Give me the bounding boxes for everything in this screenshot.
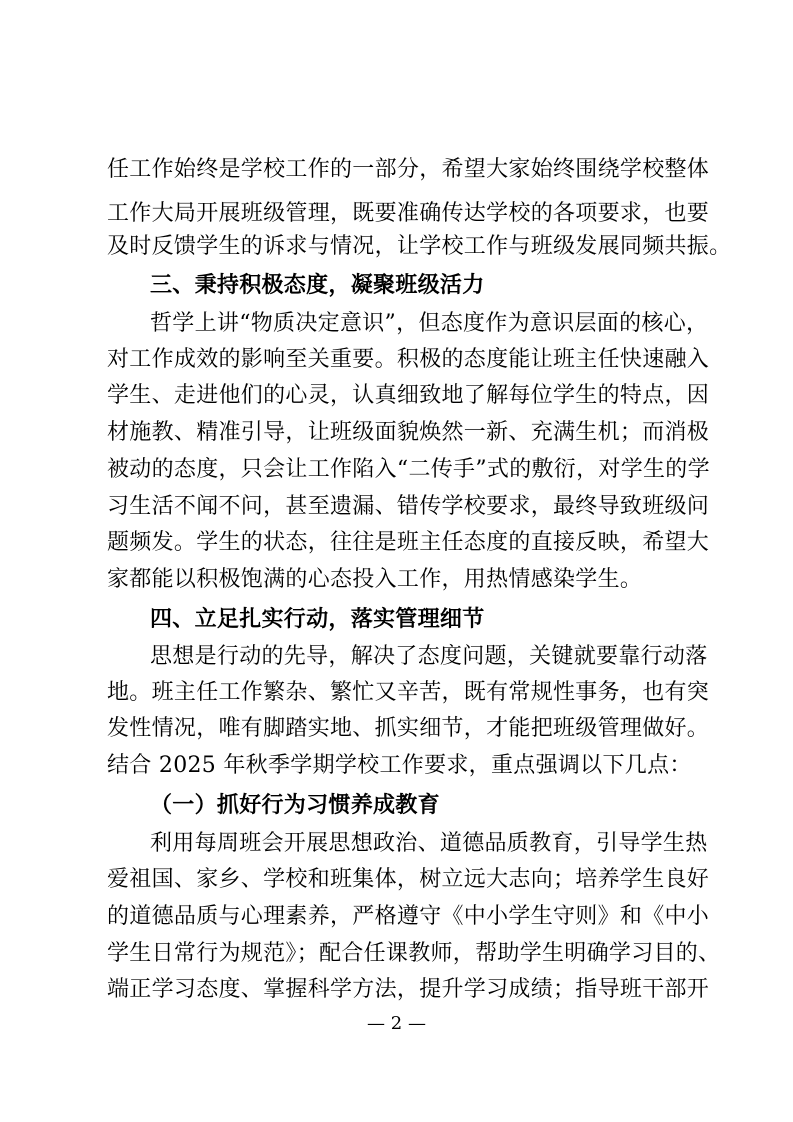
paragraph-line: 地。班主任工作繁杂、繁忙又辛苦，既有常规性事务，也有突 bbox=[107, 680, 710, 705]
paragraph-line: 端正学习态度、掌握科学方法，提升学习成绩；指导班干部开 bbox=[107, 977, 710, 1002]
paragraph-line: 题频发。学生的状态，往往是班主任态度的直接反映，希望大 bbox=[107, 530, 710, 555]
paragraph-line: 对工作成效的影响至关重要。积极的态度能让班主任快速融入 bbox=[107, 347, 710, 372]
paragraph-line: 学生日常行为规范》；配合任课教师，帮助学生明确学习目的、 bbox=[107, 941, 721, 966]
paragraph-line: 发性情况，唯有脚踏实地、抓实细节，才能把班级管理做好。 bbox=[107, 716, 710, 741]
paragraph-line: 爱祖国、家乡、学校和班集体，树立远大志向；培养学生良好 bbox=[107, 867, 710, 892]
paragraph-line: 任工作始终是学校工作的一部分，希望大家始终围绕学校整体 bbox=[107, 157, 710, 182]
paragraph-line: 工作大局开展班级管理，既要准确传达学校的各项要求，也要 bbox=[107, 201, 710, 226]
section-heading: 四、立足扎实行动，落实管理细节 bbox=[150, 606, 485, 632]
paragraph-line: 利用每周班会开展思想政治、道德品质教育，引导学生热 bbox=[150, 831, 708, 856]
paragraph-line: 家都能以积极饱满的心态投入工作，用热情感染学生。 bbox=[107, 567, 643, 592]
section-heading: 三、秉持积极态度，凝聚班级活力 bbox=[150, 272, 485, 298]
paragraph-line: 材施教、精准引导，让班级面貌焕然一新、充满生机；而消极 bbox=[107, 420, 710, 445]
paragraph-line: 及时反馈学生的诉求与情况，让学校工作与班级发展同频共振。 bbox=[107, 234, 732, 259]
paragraph-line: 被动的态度，只会让工作陷入“二传手”式的敷衍，对学生的学 bbox=[107, 457, 710, 482]
paragraph-line: 学生、走进他们的心灵，认真细致地了解每位学生的特点，因 bbox=[107, 383, 710, 408]
paragraph-line: 结合 2025 年秋季学期学校工作要求，重点强调以下几点： bbox=[107, 753, 692, 778]
paragraph-line: 哲学上讲“物质决定意识”，但态度作为意识层面的核心， bbox=[150, 311, 709, 336]
paragraph-line: 思想是行动的先导，解决了态度问题，关键就要靠行动落 bbox=[150, 644, 708, 669]
paragraph-line: 习生活不闻不问，甚至遗漏、错传学校要求，最终导致班级问 bbox=[107, 494, 710, 519]
subsection-heading: （一）抓好行为习惯养成教育 bbox=[150, 792, 440, 818]
paragraph-line: 的道德品质与心理素养，严格遵守《中小学生守则》和《中小 bbox=[107, 904, 710, 929]
page-number: — 2 — bbox=[367, 1013, 426, 1034]
